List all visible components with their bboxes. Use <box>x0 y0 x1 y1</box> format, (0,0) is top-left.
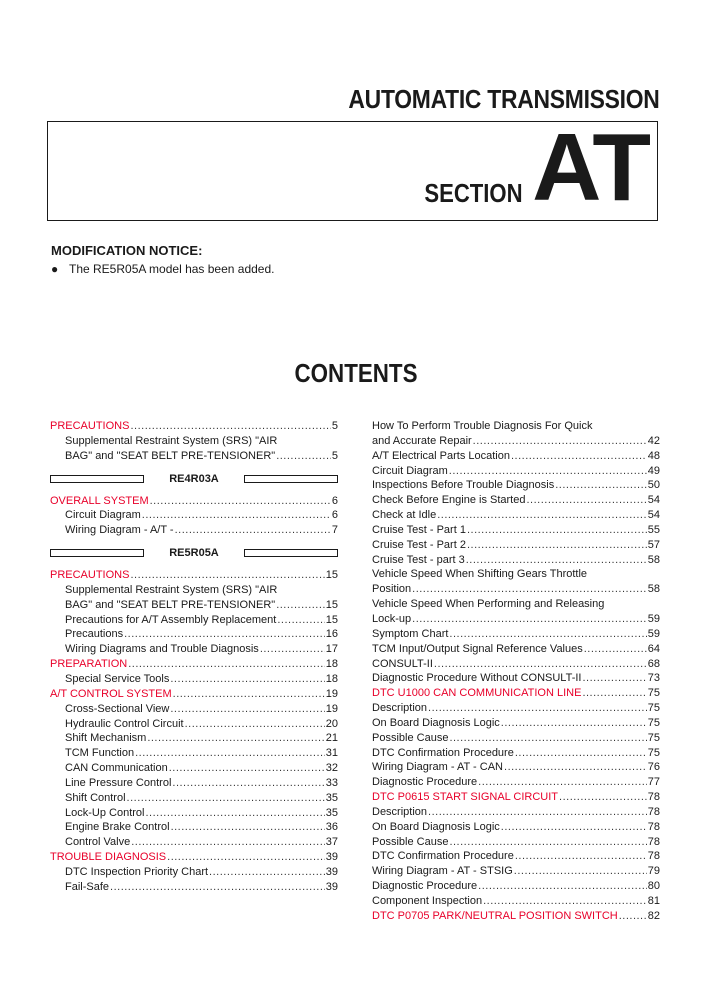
toc-entry-label: Wiring Diagram - AT - CAN <box>372 761 504 774</box>
toc-entry[interactable] <box>50 434 338 449</box>
toc-page-number: 5 <box>331 449 338 462</box>
toc-entry[interactable] <box>50 791 338 806</box>
toc-page-number: 21 <box>325 732 338 745</box>
toc-leader-dots <box>582 671 646 686</box>
toc-page-number: 75 <box>647 746 660 759</box>
toc-page-number: 54 <box>647 494 660 507</box>
toc-entry[interactable] <box>372 760 660 775</box>
toc-section-link[interactable] <box>50 568 338 583</box>
toc-entry-label: BAG" and "SEAT BELT PRE-TENSIONER" <box>65 598 276 611</box>
toc-entry-label: Shift Mechanism <box>65 732 147 745</box>
toc-entry[interactable] <box>372 642 660 657</box>
toc-leader-dots <box>130 419 330 434</box>
toc-entry-label: Engine Brake Control <box>65 821 170 834</box>
toc-entry-label: Description <box>372 702 428 715</box>
toc-page-number: 75 <box>647 702 660 715</box>
toc-page-number: 18 <box>325 658 338 671</box>
toc-page-number: 6 <box>331 509 338 522</box>
bullet-icon: ● <box>51 262 59 276</box>
toc-entry[interactable] <box>372 849 660 864</box>
toc-leader-dots <box>434 657 647 672</box>
toc-entry[interactable] <box>50 835 338 850</box>
toc-leader-dots <box>147 731 324 746</box>
toc-page-number: 35 <box>325 806 338 819</box>
toc-entry[interactable] <box>372 523 660 538</box>
toc-entry[interactable] <box>50 508 338 523</box>
toc-page-number: 75 <box>647 687 660 700</box>
toc-entry[interactable] <box>372 464 660 479</box>
toc-entry-label: How To Perform Trouble Diagnosis For Quick <box>372 420 593 432</box>
toc-leader-dots <box>130 568 324 583</box>
toc-entry-label: Line Pressure Control <box>65 776 172 789</box>
toc-entry-label: TROUBLE DIAGNOSIS <box>50 851 167 864</box>
toc-leader-dots <box>526 493 646 508</box>
toc-leader-dots <box>175 523 331 538</box>
toc-entry[interactable] <box>372 820 660 835</box>
toc-leader-dots <box>473 434 647 449</box>
toc-page-number: 18 <box>325 672 338 685</box>
toc-entry[interactable] <box>372 879 660 894</box>
toc-entry-label: DTC Confirmation Procedure <box>372 850 514 863</box>
toc-leader-dots <box>582 686 646 701</box>
toc-entry-label: A/T CONTROL SYSTEM <box>50 687 172 700</box>
toc-entry[interactable] <box>372 671 660 686</box>
toc-page-number: 35 <box>325 791 338 804</box>
toc-leader-dots <box>124 627 325 642</box>
toc-leader-dots <box>142 508 331 523</box>
toc-leader-dots <box>467 523 647 538</box>
toc-entry-label: TCM Input/Output Signal Reference Values <box>372 642 583 655</box>
toc-right-column <box>372 419 660 924</box>
separator-bar-right <box>244 549 338 557</box>
modification-notice-item <box>51 262 274 276</box>
toc-entry-label: Possible Cause <box>372 835 449 848</box>
modification-notice-title: MODIFICATION NOTICE: <box>51 243 203 258</box>
toc-page-number: 68 <box>647 657 660 670</box>
toc-leader-dots <box>428 805 647 820</box>
toc-page-number: 80 <box>647 880 660 893</box>
toc-page-number: 19 <box>325 687 338 700</box>
toc-page-number: 73 <box>647 672 660 685</box>
toc-page-number: 15 <box>325 569 338 582</box>
toc-entry-label: Diagnostic Procedure <box>372 880 478 893</box>
toc-entry[interactable] <box>372 553 660 568</box>
section-word: SECTION <box>424 178 523 208</box>
toc-page-number: 78 <box>647 850 660 863</box>
toc-page-number: 77 <box>647 776 660 789</box>
toc-entry-label: Lock-up <box>372 612 412 625</box>
toc-entry-label: Supplemental Restraint System (SRS) "AIR <box>65 583 278 596</box>
toc-entry-label: BAG" and "SEAT BELT PRE-TENSIONER" <box>65 449 276 462</box>
toc-entry-label: Cruise Test - Part 2 <box>372 538 466 551</box>
toc-entry[interactable] <box>50 776 338 791</box>
toc-entry-label: and Accurate Repair <box>372 434 472 447</box>
toc-section-link[interactable] <box>50 494 338 509</box>
toc-page-number: 58 <box>647 583 660 596</box>
toc-page-number: 39 <box>325 865 338 878</box>
toc-entry[interactable] <box>372 835 660 850</box>
toc-entry[interactable] <box>372 805 660 820</box>
toc-entry-label: Wiring Diagram - AT - STSIG <box>372 865 513 878</box>
toc-entry[interactable] <box>50 613 338 628</box>
toc-entry-label: Vehicle Speed When Performing and Releasing <box>372 598 605 611</box>
toc-page-number: 59 <box>647 612 660 625</box>
toc-page-number: 33 <box>325 776 338 789</box>
model-label: RE5R05A <box>169 547 219 560</box>
toc-entry[interactable] <box>50 672 338 687</box>
toc-entry[interactable] <box>50 806 338 821</box>
toc-page-number: 31 <box>325 747 338 760</box>
toc-entry-label: TCM Function <box>65 747 135 760</box>
toc-leader-dots <box>449 731 646 746</box>
toc-group-general <box>50 419 338 464</box>
toc-entry-label: PREPARATION <box>50 658 128 671</box>
toc-entry-label: Cruise Test - part 3 <box>372 553 465 566</box>
toc-entry-label: PRECAUTIONS <box>50 420 130 432</box>
toc-page-number: 78 <box>647 820 660 833</box>
toc-section-link[interactable] <box>372 686 660 701</box>
toc-page-number: 37 <box>325 836 338 849</box>
toc-entry[interactable] <box>372 775 660 790</box>
toc-leader-dots <box>467 538 647 553</box>
toc-entry[interactable] <box>372 894 660 909</box>
toc-entry-label: Check at Idle <box>372 509 437 522</box>
toc-leader-dots <box>145 806 324 821</box>
toc-leader-dots <box>260 642 325 657</box>
toc-entry[interactable] <box>50 523 338 538</box>
toc-entry[interactable] <box>372 449 660 464</box>
contents-heading: CONTENTS <box>294 358 418 388</box>
toc-section-link[interactable] <box>50 687 338 702</box>
toc-entry[interactable] <box>50 717 338 732</box>
toc-entry-label: Possible Cause <box>372 731 449 744</box>
model-separator-re5r05a <box>50 538 338 568</box>
section-title-box <box>47 114 658 221</box>
toc-entry-label: DTC U1000 CAN COMMUNICATION LINE <box>372 687 582 700</box>
toc-page-number: 42 <box>647 434 660 447</box>
toc-entry[interactable] <box>372 657 660 672</box>
toc-leader-dots <box>501 820 647 835</box>
toc-section-link[interactable] <box>50 657 338 672</box>
toc-leader-dots <box>185 717 325 732</box>
toc-entry-label: Cruise Test - Part 1 <box>372 523 466 536</box>
toc-entry[interactable] <box>372 419 660 434</box>
toc-entry-label: DTC P0705 PARK/NEUTRAL POSITION SWITCH <box>372 909 618 922</box>
toc-entry-label: Supplemental Restraint System (SRS) "AIR <box>65 434 278 447</box>
toc-entry[interactable] <box>50 642 338 657</box>
notice-item-text: The RE5R05A model has been added. <box>69 262 275 276</box>
toc-page-number: 82 <box>647 909 660 922</box>
toc-entry-label: DTC P0615 START SIGNAL CIRCUIT <box>372 791 559 804</box>
toc-entry[interactable] <box>50 731 338 746</box>
toc-leader-dots <box>172 776 324 791</box>
toc-leader-dots <box>167 850 325 865</box>
toc-entry-label: Wiring Diagram - A/T - <box>65 524 174 537</box>
toc-entry[interactable] <box>372 508 660 523</box>
toc-leader-dots <box>514 864 647 879</box>
toc-leader-dots <box>110 880 325 895</box>
toc-entry-label: Circuit Diagram <box>65 509 141 522</box>
toc-entry-label: Precautions for A/T Assembly Replacement <box>65 613 277 626</box>
toc-entry[interactable] <box>372 731 660 746</box>
toc-entry[interactable] <box>372 627 660 642</box>
toc-entry-label: DTC Confirmation Procedure <box>372 746 514 759</box>
toc-page-number: 50 <box>647 479 660 492</box>
toc-entry-label: Cross-Sectional View <box>65 702 170 715</box>
toc-left-column <box>50 419 338 895</box>
toc-page-number: 54 <box>647 509 660 522</box>
toc-entry-label: Diagnostic Procedure Without CONSULT-II <box>372 672 582 685</box>
toc-page-number: 16 <box>325 628 338 641</box>
toc-page-number: 78 <box>647 835 660 848</box>
toc-entry-label: OVERALL SYSTEM <box>50 494 149 507</box>
page-header-title: AUTOMATIC TRANSMISSION <box>348 84 660 114</box>
toc-page-number: 15 <box>325 613 338 626</box>
toc-leader-dots <box>170 702 324 717</box>
toc-entry[interactable] <box>372 746 660 761</box>
toc-entry-label: DTC Inspection Priority Chart <box>65 865 209 878</box>
separator-bar-right <box>244 475 338 483</box>
toc-leader-dots <box>483 894 647 909</box>
toc-entry-label: Inspections Before Trouble Diagnosis <box>372 479 555 492</box>
toc-leader-dots <box>466 553 647 568</box>
toc-page-number: 20 <box>325 717 338 730</box>
toc-leader-dots <box>515 849 647 864</box>
toc-entry-label: Diagnostic Procedure <box>372 776 478 789</box>
toc-leader-dots <box>131 835 325 850</box>
toc-entry-label: Component Inspection <box>372 895 483 907</box>
toc-group-re4r03a <box>50 494 338 539</box>
toc-page-number: 39 <box>325 880 338 893</box>
toc-entry-label: Fail-Safe <box>65 880 110 893</box>
model-label: RE4R03A <box>169 472 219 485</box>
toc-leader-dots <box>559 790 647 805</box>
toc-entry[interactable] <box>372 582 660 597</box>
toc-leader-dots <box>173 687 325 702</box>
toc-entry-label: On Board Diagnosis Logic <box>372 716 500 729</box>
toc-leader-dots <box>437 508 647 523</box>
toc-page-number: 76 <box>647 761 660 774</box>
toc-leader-dots <box>277 613 324 628</box>
toc-entry-label: Check Before Engine is Started <box>372 494 526 507</box>
toc-leader-dots <box>501 716 647 731</box>
toc-entry-label: On Board Diagnosis Logic <box>372 820 500 833</box>
toc-leader-dots <box>276 598 325 613</box>
toc-page-number: 57 <box>647 538 660 551</box>
toc-entry-label: Symptom Chart <box>372 627 449 640</box>
toc-entry[interactable] <box>50 449 338 464</box>
toc-entry[interactable] <box>372 478 660 493</box>
toc-section-link[interactable] <box>372 790 660 805</box>
toc-entry[interactable] <box>50 598 338 613</box>
toc-leader-dots <box>412 582 647 597</box>
toc-entry-label: Position <box>372 583 412 596</box>
toc-entry[interactable] <box>372 567 660 582</box>
toc-entry[interactable] <box>50 865 338 880</box>
toc-entry-label: CONSULT-II <box>372 657 433 670</box>
toc-entry[interactable] <box>50 820 338 835</box>
separator-bar-left <box>50 475 144 483</box>
toc-leader-dots <box>150 494 331 509</box>
toc-leader-dots <box>619 909 647 924</box>
toc-leader-dots <box>171 820 325 835</box>
toc-entry[interactable] <box>372 612 660 627</box>
toc-page-number: 19 <box>325 702 338 715</box>
toc-page-number: 36 <box>325 821 338 834</box>
toc-leader-dots <box>135 746 325 761</box>
toc-entry-label: Wiring Diagrams and Trouble Diagnosis <box>65 643 259 656</box>
toc-page-number: 7 <box>331 524 338 537</box>
toc-entry[interactable] <box>50 627 338 642</box>
toc-page-number: 48 <box>647 449 660 462</box>
toc-entry[interactable] <box>372 597 660 612</box>
toc-leader-dots <box>511 449 647 464</box>
toc-leader-dots <box>276 449 331 464</box>
toc-entry-label: Lock-Up Control <box>65 806 145 819</box>
toc-entry-label: PRECAUTIONS <box>50 569 130 582</box>
toc-leader-dots <box>127 791 325 806</box>
toc-section-link[interactable] <box>50 850 338 865</box>
toc-page-number: 55 <box>647 523 660 536</box>
toc-entry[interactable] <box>372 538 660 553</box>
toc-entry-label: A/T Electrical Parts Location <box>372 449 510 462</box>
section-code: AT <box>532 114 649 221</box>
toc-page-number: 78 <box>647 791 660 804</box>
toc-entry[interactable] <box>372 434 660 449</box>
toc-entry[interactable] <box>50 746 338 761</box>
toc-entry-label: Shift Control <box>65 791 126 804</box>
toc-leader-dots <box>555 478 647 493</box>
toc-entry-label: CAN Communication <box>65 762 168 775</box>
toc-leader-dots <box>504 760 647 775</box>
toc-page-number: 79 <box>647 865 660 878</box>
toc-entry[interactable] <box>372 716 660 731</box>
toc-entry[interactable] <box>372 701 660 716</box>
toc-page-number: 6 <box>331 494 338 507</box>
toc-section-link[interactable] <box>50 419 338 434</box>
toc-page-number: 81 <box>647 895 660 907</box>
toc-entry-label: Circuit Diagram <box>372 464 448 477</box>
toc-entry[interactable] <box>50 761 338 776</box>
model-separator-re4r03a <box>50 464 338 494</box>
toc-entry[interactable] <box>50 583 338 598</box>
toc-leader-dots <box>449 464 647 479</box>
toc-entry-label: Description <box>372 805 428 818</box>
toc-page-number: 5 <box>331 420 338 432</box>
toc-entry[interactable] <box>372 864 660 879</box>
toc-leader-dots <box>515 746 647 761</box>
toc-section-link[interactable] <box>372 909 660 924</box>
separator-bar-left <box>50 549 144 557</box>
toc-leader-dots <box>449 627 646 642</box>
toc-page-number: 75 <box>647 716 660 729</box>
toc-page-number: 39 <box>325 851 338 864</box>
toc-page-number: 32 <box>325 762 338 775</box>
toc-entry-label: Special Service Tools <box>65 672 170 685</box>
toc-entry[interactable] <box>50 702 338 717</box>
toc-entry[interactable] <box>372 493 660 508</box>
toc-leader-dots <box>428 701 647 716</box>
toc-leader-dots <box>128 657 325 672</box>
toc-page-number: 49 <box>647 464 660 477</box>
toc-page-number: 15 <box>325 598 338 611</box>
toc-page-number: 75 <box>647 731 660 744</box>
toc-leader-dots <box>584 642 647 657</box>
toc-leader-dots <box>170 672 324 687</box>
toc-entry-label: Precautions <box>65 628 124 641</box>
toc-page-number: 17 <box>325 643 338 656</box>
toc-leader-dots <box>412 612 647 627</box>
toc-entry-label: Hydraulic Control Circuit <box>65 717 184 730</box>
toc-leader-dots <box>478 879 647 894</box>
toc-entry[interactable] <box>50 880 338 895</box>
toc-page-number: 58 <box>647 553 660 566</box>
toc-leader-dots <box>169 761 325 776</box>
toc-leader-dots <box>209 865 325 880</box>
toc-page-number: 59 <box>647 627 660 640</box>
toc-entry-label: Control Valve <box>65 836 131 849</box>
toc-leader-dots <box>449 835 646 850</box>
toc-page-number: 78 <box>647 805 660 818</box>
toc-entry-label: Vehicle Speed When Shifting Gears Throttle <box>372 568 588 581</box>
toc-leader-dots <box>478 775 647 790</box>
toc-group-re5r05a <box>50 568 338 895</box>
toc-page-number: 64 <box>647 642 660 655</box>
